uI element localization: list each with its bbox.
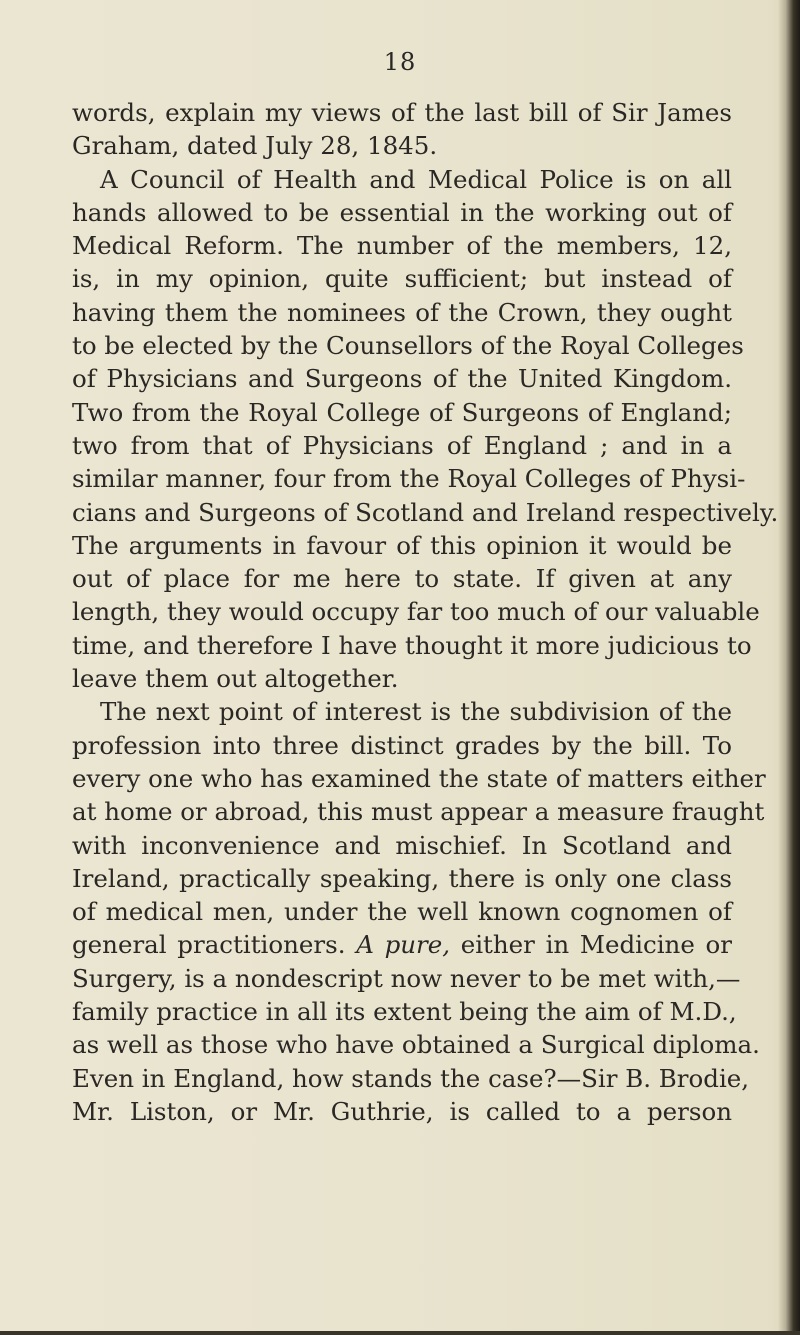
text-line: hands allowed to be essential in the working out of (72, 197, 732, 227)
text-segment: either in Medicine or (460, 930, 732, 960)
text-line: The arguments in favour of this opinion it would be (72, 530, 732, 560)
page-edge-shadow (778, 0, 800, 1335)
text-line: out of place for me here to state. If given at any (72, 564, 732, 594)
text-segment: general practitioners. (72, 930, 346, 960)
text-line: as well as those who have obtained a Surgical diploma. (72, 1030, 760, 1060)
text-line: cians and Surgeons of Scotland and Ireland respectively. (72, 497, 779, 527)
paragraph-start-line: A Council of Health and Medical Police is on all (100, 164, 732, 194)
text-line: Ireland, practically speaking, there is only one class (72, 863, 732, 893)
text-line: to be elected by the Counsellors of the Royal Colleges (72, 331, 744, 361)
text-line: two from that of Physicians of England ; and in a (72, 430, 732, 460)
text-line: family practice in all its extent being the aim of M.D., (72, 997, 737, 1027)
page-bottom-edge (0, 1331, 800, 1335)
text-line: time, and therefore I have thought it more judicious to (72, 630, 752, 660)
paragraph-start-line: The next point of interest is the subdivision of the (100, 697, 732, 727)
page-number: 18 (383, 48, 417, 76)
text-line: Even in England, how stands the case?—Sir B. Brodie, (72, 1063, 750, 1093)
text-line: Medical Reform. The number of the members, 12, (72, 231, 732, 261)
text-line: leave them out altogether. (72, 664, 399, 694)
text-line: Surgery, is a nondescript now never to be met with,— (72, 963, 741, 993)
text-line: every one who has examined the state of matters either (72, 763, 766, 793)
text-line: length, they would occupy far too much of our valuable (72, 597, 760, 627)
body-text (72, 96, 779, 1128)
text-line: at home or abroad, this must appear a measure fraught (72, 797, 765, 827)
text-line: of Physicians and Surgeons of the United Kingdom. (72, 364, 732, 394)
text-line: similar manner, four from the Royal Colleges of Physi- (72, 464, 746, 494)
italic-phrase: A pure, (356, 930, 451, 960)
text-line: having them the nominees of the Crown, they ought (72, 297, 732, 327)
text-line: is, in my opinion, quite sufficient; but instead of (72, 264, 732, 294)
text-line-mixed (72, 928, 732, 961)
text-line: Graham, dated July 28, 1845. (72, 131, 438, 161)
text-line: of medical men, under the well known cognomen of (72, 897, 732, 927)
text-line: with inconvenience and mischief. In Scotland and (72, 830, 732, 860)
text-line: Mr. Liston, or Mr. Guthrie, is called to a person (72, 1096, 732, 1126)
text-line: Two from the Royal College of Surgeons of England; (72, 397, 732, 427)
text-line: profession into three distinct grades by the bill. To (72, 730, 732, 760)
text-line: words, explain my views of the last bill of Sir James (72, 98, 732, 127)
